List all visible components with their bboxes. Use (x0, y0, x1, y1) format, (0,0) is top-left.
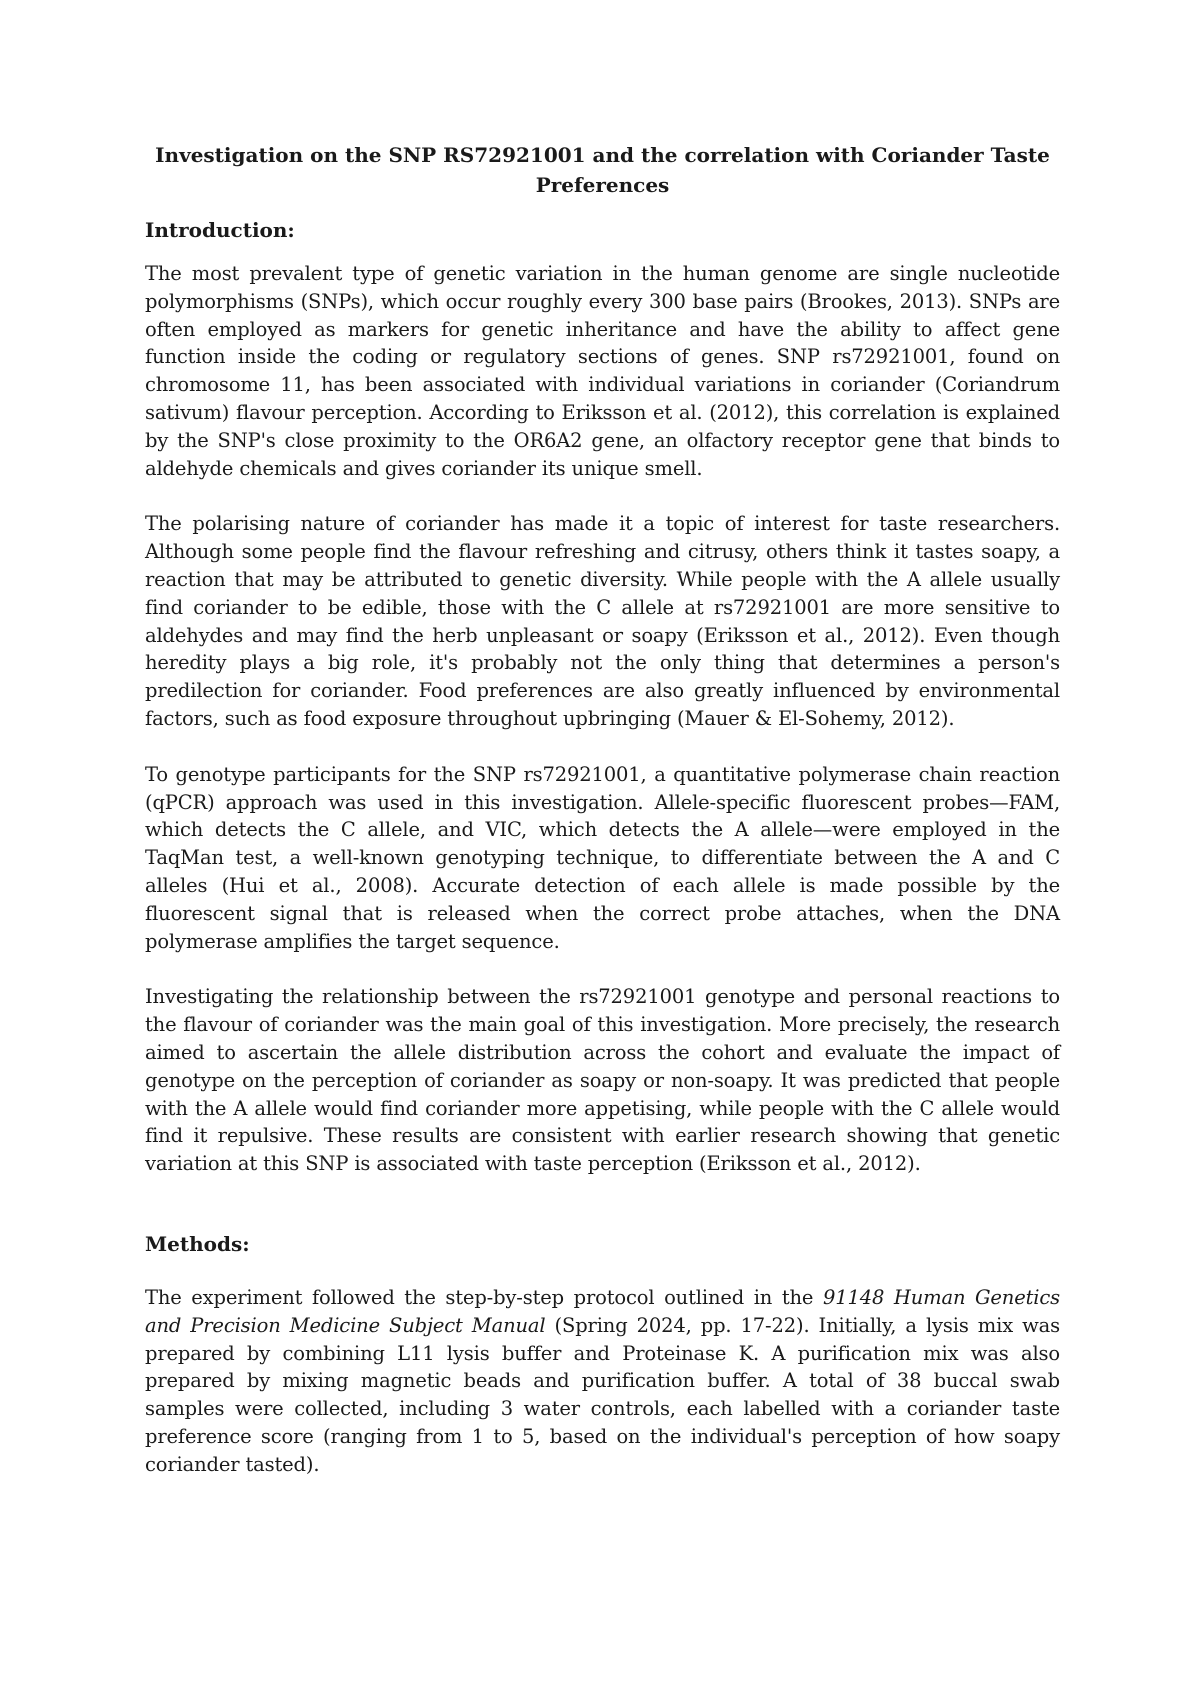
intro-paragraph-1: The most prevalent type of genetic variation in the human genome are single nucleotide polymorphisms (SNPs), which occur roughly every 300 base pairs (Brookes, 2013). SNPs are often employed as markers for genetic inheritance and have the ability to affect gene function inside the coding or regulatory sections of genes. SNP rs72921001, found on chromosome 11, has been associated with individual variations in coriander (Coriandrum sativum) flavour perception. According to Eriksson et al. (2012), this correlation is explained by the SNP's close proximity to the OR6A2 gene, an olfactory receptor gene that binds to aldehyde chemicals and gives coriander its unique smell. (145, 262, 1060, 480)
document-page (145, 140, 1060, 1506)
methods-text-before: The experiment followed the step-by-step protocol outlined in the (145, 1285, 823, 1309)
intro-paragraph-2: The polarising nature of coriander has made it a topic of interest for taste researchers. Although some people find the flavour refreshing and citrusy, others think it tastes soapy, a reaction that may be attributed to genetic diversity. While people with the A allele usually find coriander to be edible, those with the C allele at rs72921001 are more sensitive to aldehydes and may find the herb unpleasant or soapy (Eriksson et al., 2012). Even though heredity plays a big role, it's probably not the only thing that determines a person's predilection for coriander. Food preferences are also greatly influenced by environmental factors, such as food exposure throughout upbringing (Mauer & El-Sohemy, 2012). (145, 512, 1060, 730)
methods-text-after: (Spring 2024, pp. 17-22). Initially, a lysis mix was prepared by combining L11 lysis buffer and Proteinase K. A purification mix was also prepared by mixing magnetic beads and purification buffer. A total of 38 buccal swab samples were collected, including 3 water controls, each labelled with a coriander taste preference score (ranging from 1 to 5, based on the individual's perception of how soapy coriander tasted). (145, 1313, 1060, 1476)
intro-paragraph-4: Investigating the relationship between the rs72921001 genotype and personal reactions to the flavour of coriander was the main goal of this investigation. More precisely, the research aimed to ascertain the allele distribution across the cohort and evaluate the impact of genotype on the perception of coriander as soapy or non-soapy. It was predicted that people with the A allele would find coriander more appetising, while people with the C allele would find it repulsive. These results are consistent with earlier research showing that genetic variation at this SNP is associated with taste perception (Eriksson et al., 2012). (145, 985, 1060, 1176)
intro-paragraph-3: To genotype participants for the SNP rs72921001, a quantitative polymerase chain reaction (qPCR) approach was used in this investigation. Allele-specific fluorescent probes—FAM, which detects the C allele, and VIC, which detects the A allele—were employed in the TaqMan test, a well-known genotyping technique, to differentiate between the A and C alleles (Hui et al., 2008). Accurate detection of each allele is made possible by the fluorescent signal that is released when the correct probe attaches, when the DNA polymerase amplifies the target sequence. (145, 762, 1060, 953)
document-title: Investigation on the SNP RS72921001 and the correlation with Coriander Taste Preferences (155, 143, 1050, 197)
subject-manual-title: 91148 Human Genetics and Precision Medicine Subject Manual (145, 1285, 1061, 1337)
methods-paragraph (145, 1284, 1060, 1479)
introduction-heading: Introduction: (145, 218, 295, 242)
methods-heading: Methods: (145, 1231, 250, 1256)
